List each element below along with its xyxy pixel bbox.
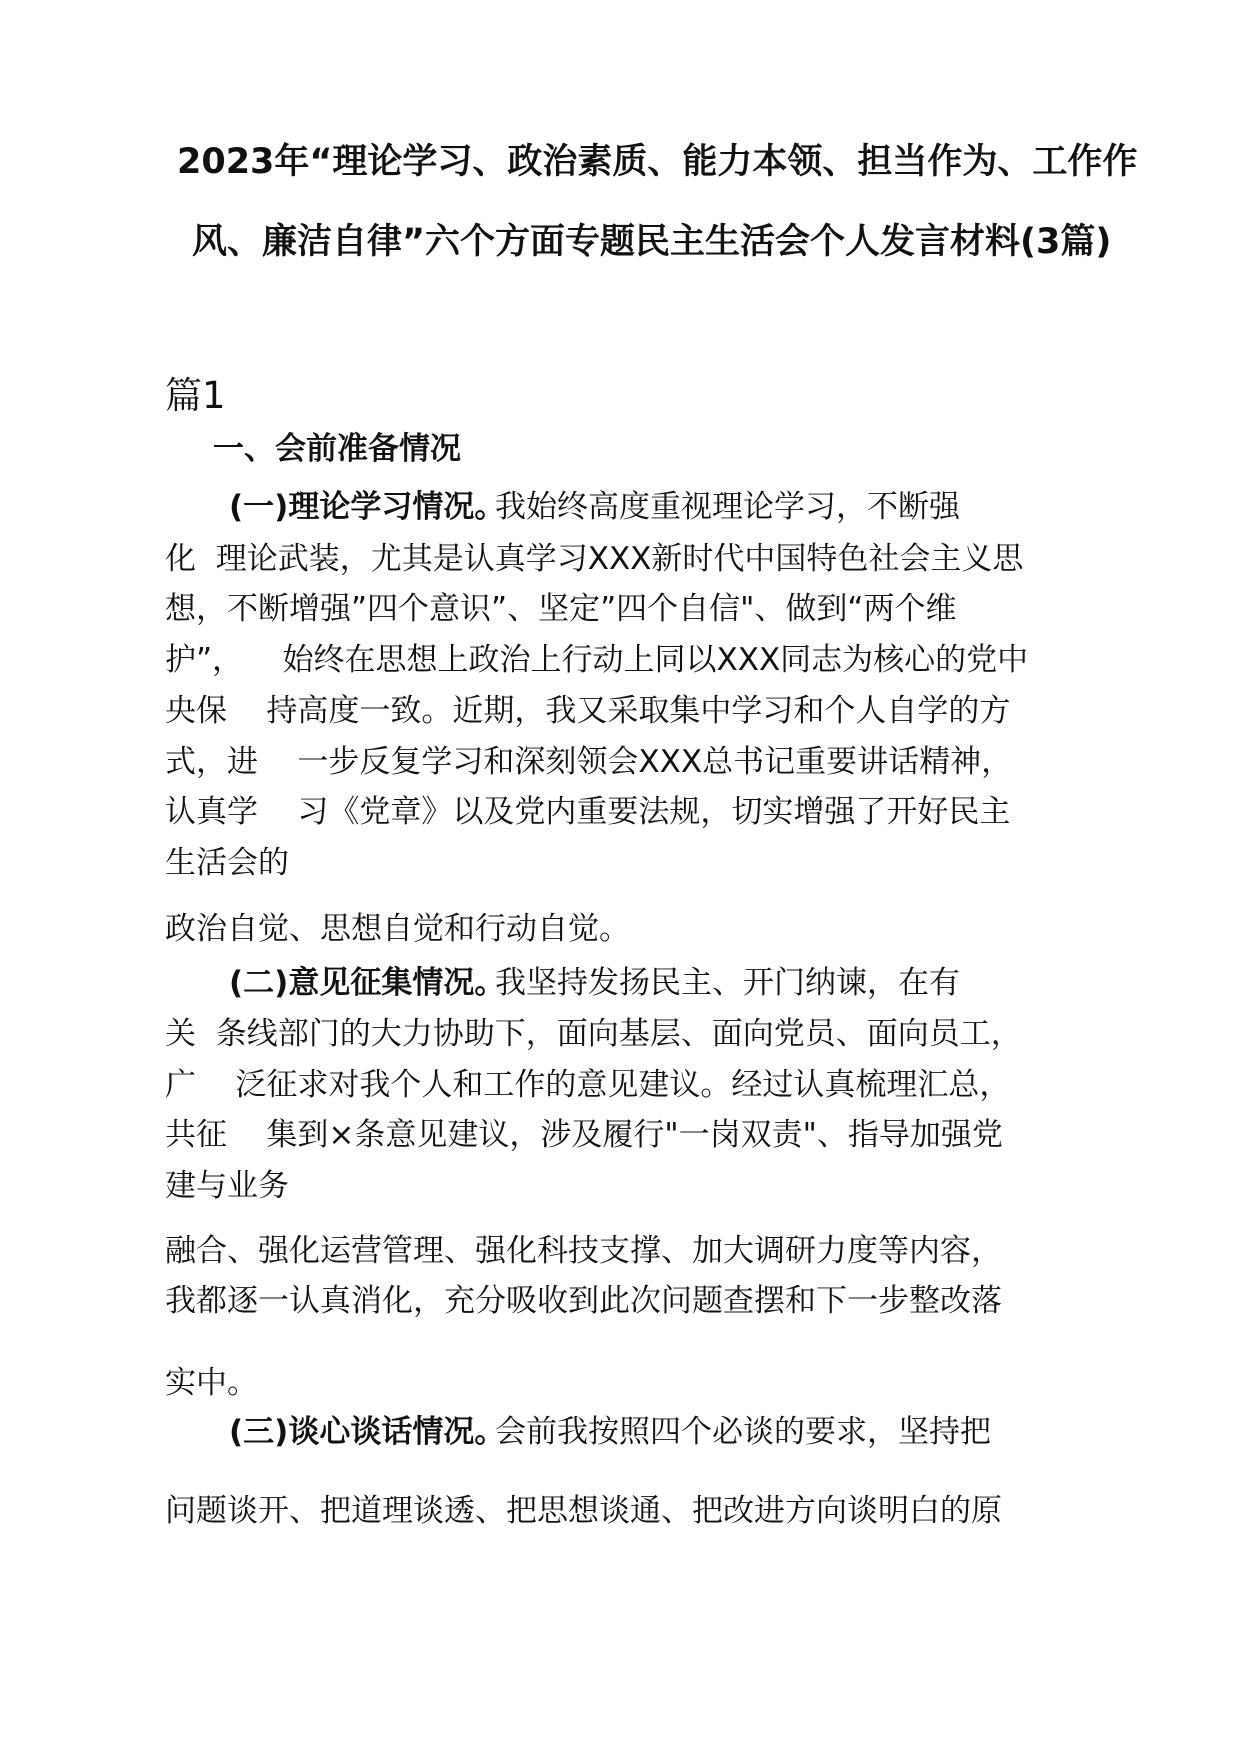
part-2-line: 融合、强化运营管理、强化科技支撑、加大调研力度等内容， [165, 1233, 1002, 1269]
part-1-heading: (一)理论学习情况。 [229, 489, 506, 525]
document-title-line-1: 2023年“理论学习、政治素质、能力本领、担当作为、工作作 [177, 142, 1138, 182]
part-2-line: 建与业务 [165, 1168, 289, 1204]
part-3-line: 问题谈开、把道理谈透、把思想谈通、把改进方向谈明白的原 [165, 1493, 1002, 1529]
part-1-line: 我始终高度重视理论学习，不断强 [495, 489, 960, 525]
part-2-heading: (二)意见征集情况。 [229, 965, 506, 1001]
part-1-line: 式，进 一步反复学习和深刻领会XXX总书记重要讲话精神， [165, 744, 1013, 780]
part-2-line: 广 泛征求对我个人和工作的意见建议。经过认真梳理汇总， [165, 1067, 1011, 1103]
part-3-line: 会前我按照四个必谈的要求，坚持把 [495, 1414, 991, 1450]
part-2-line: 共征 集到×条意见建议，涉及履行"一岗双责"、指导加强党 [165, 1117, 1003, 1153]
part-2-line: 我坚持发扬民主、开门纳谏，在有 [495, 965, 960, 1001]
part-1-line: 政治自觉、思想自觉和行动自觉。 [165, 911, 630, 947]
document-title-line-2: 风、廉洁自律”六个方面专题民主生活会个人发言材料(3篇) [192, 222, 1112, 262]
part-2-line: 实中。 [165, 1365, 258, 1401]
part-2-line: 关 条线部门的大力协助下，面向基层、面向党员、面向员工， [165, 1016, 1022, 1052]
part-1-line: 认真学 习《党章》以及党内重要法规，切实增强了开好民主 [165, 794, 1011, 830]
part-1-line: 生活会的 [165, 845, 289, 881]
part-1-line: 护”， 始终在思想上政治上行动上同以XXX同志为核心的党中 [165, 642, 1029, 678]
part-1-line: 想，不断增强”四个意识”、坚定”四个自信"、做到“两个维 [165, 591, 957, 627]
part-1-line: 央保 持高度一致。近期，我又采取集中学习和个人自学的方 [165, 693, 1011, 729]
section-label: 篇1 [165, 374, 226, 417]
part-1-line: 化 理论武装，尤其是认真学习XXX新时代中国特色社会主义思 [165, 541, 1024, 577]
heading-preparation: 一、会前准备情况 [213, 431, 461, 467]
part-2-line: 我都逐一认真消化，充分吸收到此次问题查摆和下一步整改落 [165, 1283, 1002, 1319]
part-3-heading: (三)谈心谈话情况。 [229, 1414, 506, 1450]
